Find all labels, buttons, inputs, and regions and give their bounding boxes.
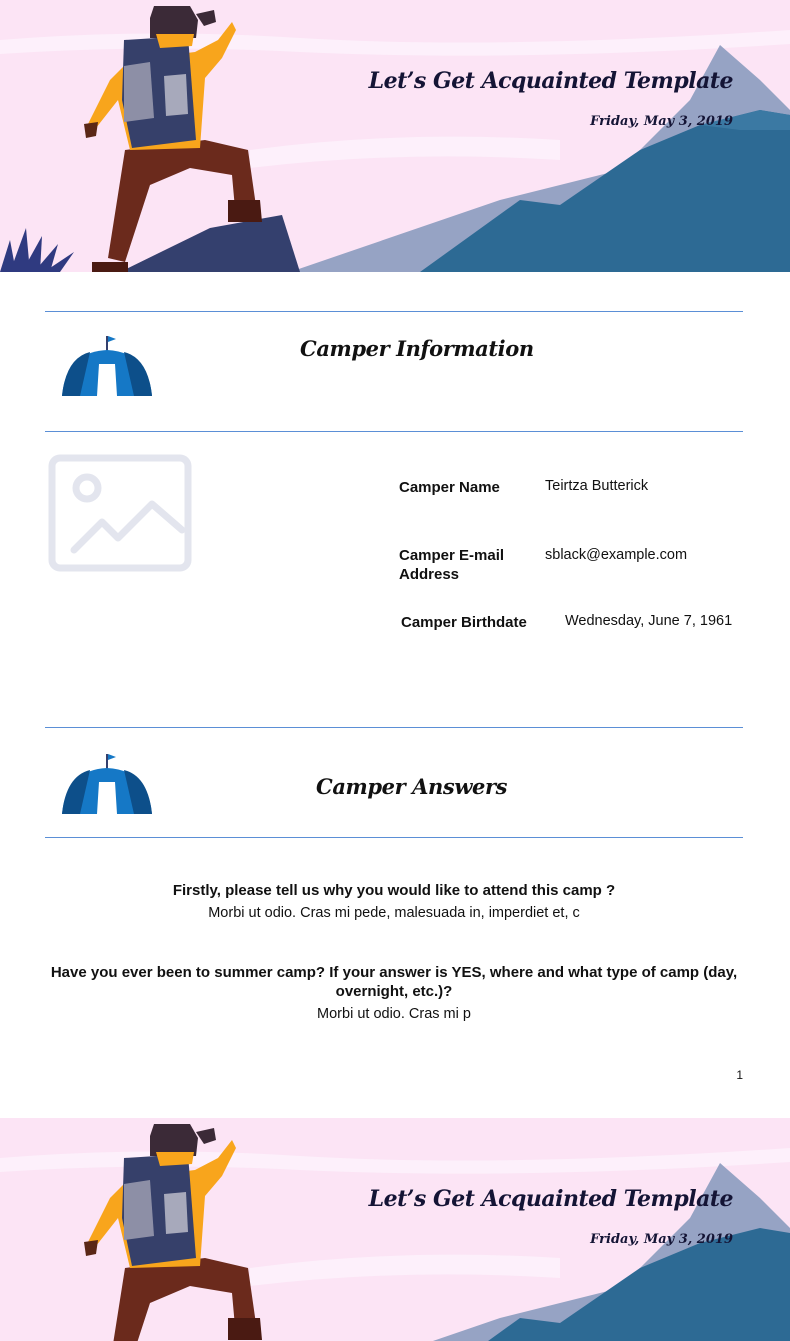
- question-1: Firstly, please tell us why you would like to attend this camp ?: [172, 882, 616, 899]
- camper-name-value: Teirtza Butterick: [545, 478, 649, 494]
- section-divider: [45, 727, 743, 728]
- camper-birthdate-value: Wednesday, June 7, 1961: [565, 613, 733, 629]
- page-2-document-date: Friday, May 3, 2019: [590, 1232, 733, 1247]
- section-divider: [45, 311, 743, 312]
- camper-name-label: Camper Name: [399, 479, 500, 496]
- section-divider: [45, 431, 743, 432]
- document-date: Friday, May 3, 2019: [590, 114, 733, 129]
- tent-icon: [60, 752, 154, 816]
- camper-birthdate-label: Camper Birthdate: [401, 614, 527, 631]
- answer-2: Morbi ut odio. Cras mi p: [317, 1006, 471, 1022]
- question-2: Have you ever been to summer camp? If your answer is YES, where and what type of camp (day, overnight, etc.)?: [50, 964, 738, 1000]
- camper-photo-placeholder-icon[interactable]: [48, 454, 192, 572]
- hiker-illustration: [0, 1118, 790, 1341]
- tent-icon: [60, 334, 154, 398]
- hiker-illustration: [0, 0, 790, 272]
- camper-information-heading: Camper Information: [300, 336, 534, 361]
- page-number: 1: [736, 1068, 743, 1082]
- section-divider: [45, 837, 743, 838]
- page-2-header-banner: [0, 1118, 790, 1341]
- document-title: Let’s Get Acquainted Template: [368, 68, 733, 94]
- answer-1: Morbi ut odio. Cras mi pede, malesuada in, imperdiet et, c: [208, 905, 580, 921]
- camper-email-label: Camper E-mail Address: [399, 547, 505, 583]
- camper-email-value: sblack@example.com: [545, 547, 688, 563]
- header-banner: [0, 0, 790, 272]
- camper-answers-heading: Camper Answers: [316, 774, 508, 799]
- page-2-document-title: Let’s Get Acquainted Template: [368, 1186, 733, 1212]
